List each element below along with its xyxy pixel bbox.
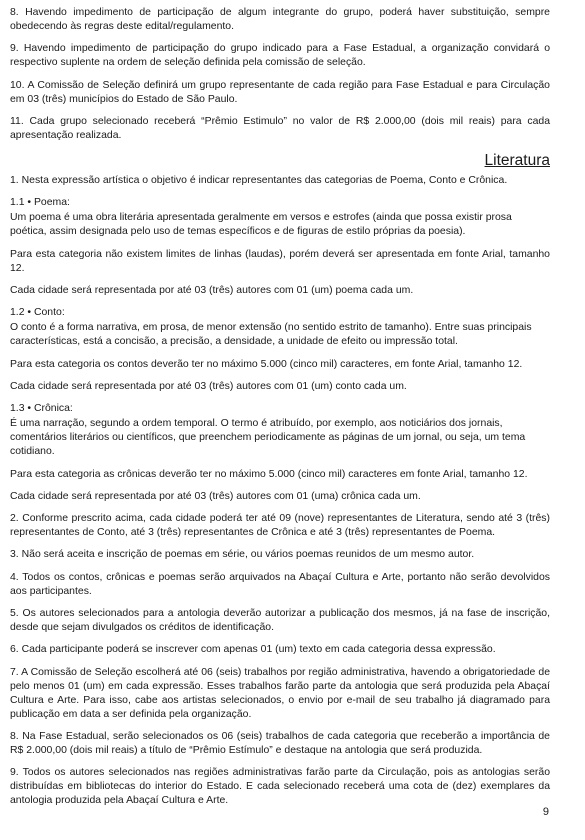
rule-item-3: 3. Não será aceita e inscrição de poemas em série, ou vários poemas reunidos de um mesmo autor. [10,549,475,561]
cronica-rule: Para esta categoria as crônicas deverão ter no máximo 5.000 (cinco mil) caracteres em fonte Arial, tamanho 12. [10,468,528,480]
poema-label: 1.1 • Poema: [10,197,70,209]
cronica-label: 1.3 • Crônica: [10,403,73,415]
cronica-representation: Cada cidade será representada por até 03 (três) autores com 01 (uma) crônica cada um. [10,490,421,502]
rule-item-9: 9. Todos os autores selecionados nas regiões administrativas farão parte da Circulação, pois as antologias serão distribuídas em bibliotecas do interior do Estado. E cada selecionado receberá uma cota de (dez) exemplares da antologia produzida pela Abaçaí Cultura e Arte. [10,767,550,807]
conto-definition: O conto é a forma narrativa, em prosa, de menor extensão (no sentido estrito de tamanho). Entre suas principais características, está a concisão, a precisão, a densidade, a unidade de efeito ou impressão total. [10,322,532,348]
literatura-intro: 1. Nesta expressão artística o objetivo é indicar representantes das categorias de Poema, Conto e Crônica. [10,175,508,187]
poema-representation: Cada cidade será representada por até 03 (três) autores com 01 (um) poema cada um. [10,285,414,297]
paragraph-item-8: 8. Havendo impedimento de participação de algum integrante do grupo, poderá haver substituição, sempre obedecendo às regras deste edital/regulamento. [10,7,550,32]
conto-representation: Cada cidade será representada por até 03 (três) autores com 01 (um) conto cada um. [10,380,407,392]
section-title: Literatura [484,152,550,170]
conto-label: 1.2 • Conto: [10,307,65,319]
rule-item-7: 7. A Comissão de Seleção escolherá até 06 (seis) trabalhos por região administrativa, havendo a obrigatoriedade de pelo menos 01 (um) em cada expressão. Esses trabalhos farão parte da antologia que será produzida pela Abaçaí Cultura e Arte. Para isso, cabe aos artistas selecionados, o envio por e-mail de seu trabalho já diagramado para publicação em data a ser definida pela organização. [10,666,550,720]
conto-rule: Para esta categoria os contos deverão ter no máximo 5.000 (cinco mil) caracteres, em fonte Arial, tamanho 12. [10,358,523,370]
paragraph-item-11: 11. Cada grupo selecionado receberá “Prêmio Estimulo” no valor de R$ 2.000,00 (dois mil reais) para cada apresentação realizada. [10,115,550,141]
rule-item-4: 4. Todos os contos, crônicas e poemas serão arquivados na Abaçaí Cultura e Arte, portanto não serão devolvidos aos participantes. [10,571,550,597]
cronica-definition: É uma narração, segundo a ordem temporal. O termo é atribuído, por exemplo, aos noticiários dos jornais, comentários literários ou científicos, que preenchem periodicamente as páginas de um jornal, ou seja, um tema cotidiano. [10,418,526,458]
rule-item-6: 6. Cada participante poderá se inscrever com apenas 01 (um) texto em cada categoria dessa expressão. [10,644,496,656]
poema-definition: Um poema é uma obra literária apresentada geralmente em versos e estrofes (ainda que possa existir prosa poética, assim designada pelo uso de temas específicos e de figuras de estilo próprias da poesia). [10,212,512,238]
rule-item-8: 8. Na Fase Estadual, serão selecionados os 06 (seis) trabalhos de cada categoria que receberão a importância de R$ 2.000,00 (dois mil reais) a título de “Prêmio Estímulo” e destaque na antologia que será produzida. [10,730,550,756]
paragraph-item-9: 9. Havendo impedimento de participação do grupo indicado para a Fase Estadual, a organização convidará o respectivo suplente na ordem de seleção definida pela comissão de seleção. [10,43,550,69]
poema-rule: Para esta categoria não existem limites de linhas (laudas), porém deverá ser apresentada em fonte Arial, tamanho 12. [10,248,550,274]
page-number: 9 [542,806,549,818]
rule-item-2: 2. Conforme prescrito acima, cada cidade poderá ter até 09 (nove) representantes de Literatura, sendo até 3 (três) representantes de Conto, até 3 (três) representantes de Crônica e até 3 (três) representantes de Poema. [10,513,550,539]
rule-item-5: 5. Os autores selecionados para a antologia deverão autorizar a publicação dos mesmos, já na fase de inscrição, desde que sejam divulgados os créditos de identificação. [10,608,550,634]
paragraph-item-10: 10. A Comissão de Seleção definirá um grupo representante de cada região para Fase Estadual e para Circulação em 03 (três) municípios do Estado de São Paulo. [10,79,550,105]
